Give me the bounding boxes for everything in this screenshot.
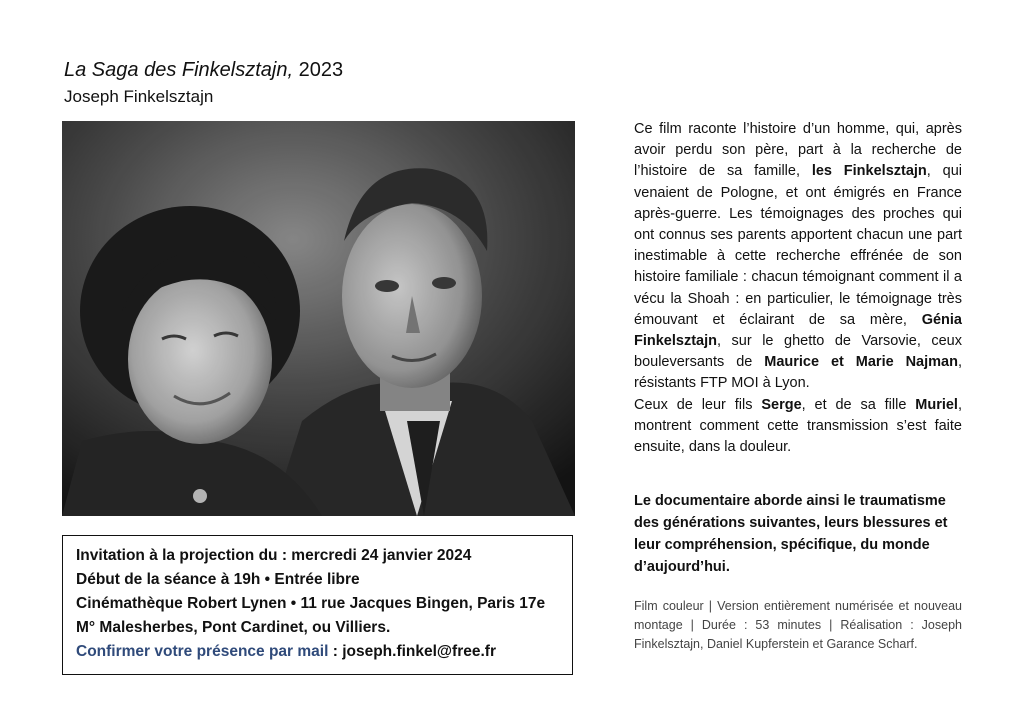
description-text: , sur le ghetto de Varsovie, ceux bouleversants de bbox=[634, 333, 962, 371]
invitation-metro-line: M° Malesherbes, Pont Cardinet, ou Villiers. bbox=[76, 619, 391, 636]
description-paragraph-1 bbox=[634, 119, 962, 395]
mother-name-highlight: Génia Finkelsztajn bbox=[634, 311, 962, 350]
invitation-venue-line: Cinémathèque Robert Lynen • 11 rue Jacques Bingen, Paris 17e bbox=[76, 595, 546, 612]
description-text: , et de sa fille bbox=[801, 396, 916, 413]
description-text: , résistants FTP MOI à Lyon. bbox=[634, 354, 962, 392]
couple-photograph bbox=[62, 121, 575, 516]
film-credits: Film couleur | Version entièrement numérisée et nouveau montage | Durée : 53 minutes | Réalisation : Joseph Finkelsztajn, Daniel Kupferstein et Garance Scharf. bbox=[634, 599, 962, 651]
daughter-name-highlight: Muriel bbox=[915, 396, 958, 413]
film-title bbox=[64, 58, 343, 82]
description-text: , montrent comment cette transmission s’est faite ensuite, dans la douleur. bbox=[634, 396, 962, 456]
confirm-by-mail-link[interactable]: Confirmer votre présence par mail bbox=[76, 643, 329, 660]
contact-email[interactable]: joseph.finkel@free.fr bbox=[342, 643, 496, 660]
confirm-separator: : bbox=[328, 643, 343, 660]
film-title-italic: La Saga des Finkelsztajn, bbox=[64, 59, 294, 81]
family-name-highlight: les Finkelsztajn bbox=[811, 163, 927, 180]
invitation-confirm-line bbox=[76, 640, 572, 664]
photo-illustration bbox=[62, 121, 575, 516]
description-text: , qui venaient de Pologne, et ont émigrés en France après-guerre. Les témoignages des proches qui ont connus ses parents apportent chacun une part inestimable à cette recherche effrénée de son histoire familiale : chacun témoignant comment il a vécu la Shoah : en particulier, le témoignage très émouvant et éclairant de sa mère, bbox=[634, 163, 962, 328]
description-text: Ce film raconte l’histoire d’un homme, qui, après avoir perdu son père, part à la recherche de l’histoire de sa famille, bbox=[634, 121, 962, 180]
description-paragraph-2 bbox=[634, 395, 962, 459]
invitation-time-line: Début de la séance à 19h • Entrée libre bbox=[76, 571, 360, 588]
invitation-box bbox=[62, 535, 573, 675]
najman-names-highlight: Maurice et Marie Najman bbox=[764, 354, 958, 371]
description-text: Ceux de leur fils bbox=[634, 396, 762, 413]
film-description bbox=[634, 119, 962, 458]
invitation-date-line: Invitation à la projection du : mercredi 24 janvier 2024 bbox=[76, 547, 472, 564]
film-year: 2023 bbox=[298, 59, 344, 81]
director-name: Joseph Finkelsztajn bbox=[64, 87, 214, 106]
son-name-highlight: Serge bbox=[761, 396, 802, 413]
documentary-summary: Le documentaire aborde ainsi le traumatisme des générations suivantes, leurs blessures et leur compréhension, spécifique, du monde d’aujourd’hui. bbox=[634, 493, 948, 575]
